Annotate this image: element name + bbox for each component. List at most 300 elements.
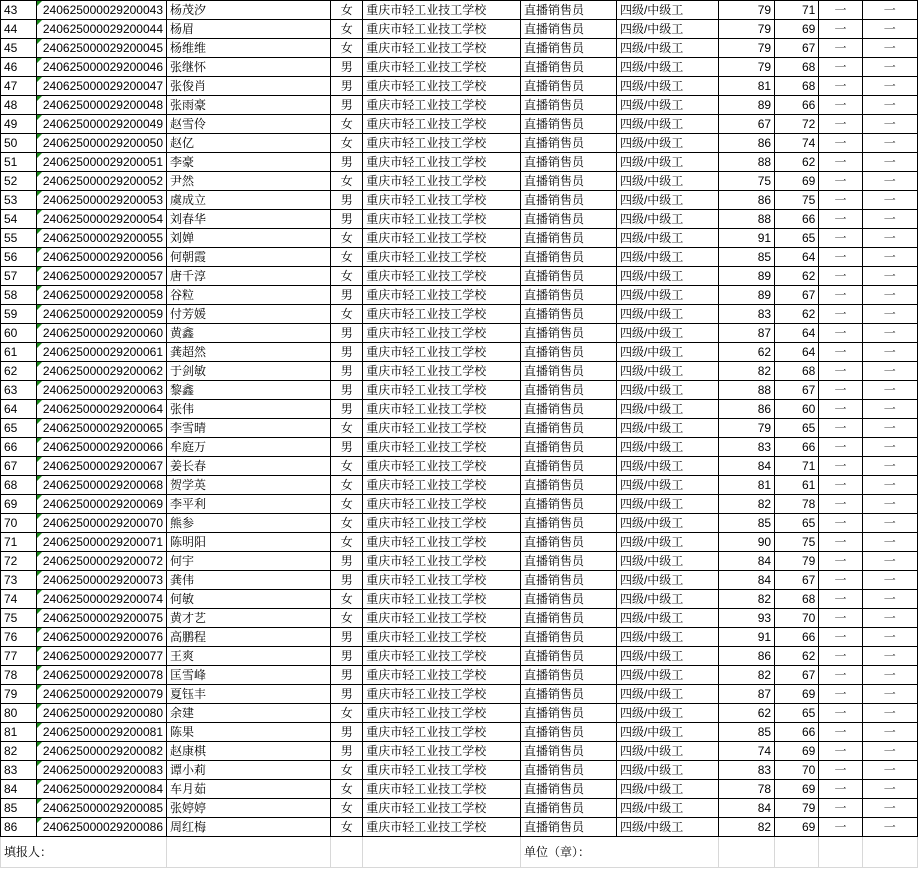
remark-mark: 一 — [862, 495, 917, 514]
gender: 女 — [331, 799, 363, 818]
table-row — [1, 704, 918, 723]
school-name: 重庆市轻工业技工学校 — [363, 343, 521, 362]
remark-mark: 一 — [862, 1, 917, 20]
practice-score: 71 — [775, 457, 819, 476]
practice-score: 65 — [775, 229, 819, 248]
school-name: 重庆市轻工业技工学校 — [363, 590, 521, 609]
candidate-id: 240625000029200064 — [36, 400, 166, 419]
occupation: 直播销售员 — [521, 153, 617, 172]
school-name: 重庆市轻工业技工学校 — [363, 305, 521, 324]
practice-score: 67 — [775, 381, 819, 400]
result-mark: 一 — [819, 381, 862, 400]
result-mark: 一 — [819, 210, 862, 229]
row-number: 43 — [1, 1, 37, 20]
theory-score: 84 — [718, 457, 774, 476]
school-name: 重庆市轻工业技工学校 — [363, 514, 521, 533]
skill-level: 四级/中级工 — [616, 267, 718, 286]
row-number: 54 — [1, 210, 37, 229]
practice-score: 62 — [775, 647, 819, 666]
gender: 女 — [331, 704, 363, 723]
candidate-id: 240625000029200052 — [36, 172, 166, 191]
gender: 女 — [331, 305, 363, 324]
table-row — [1, 533, 918, 552]
candidate-id: 240625000029200082 — [36, 742, 166, 761]
school-name: 重庆市轻工业技工学校 — [363, 476, 521, 495]
school-name: 重庆市轻工业技工学校 — [363, 533, 521, 552]
school-name: 重庆市轻工业技工学校 — [363, 780, 521, 799]
skill-level: 四级/中级工 — [616, 343, 718, 362]
row-number: 68 — [1, 476, 37, 495]
gender: 女 — [331, 20, 363, 39]
occupation: 直播销售员 — [521, 609, 617, 628]
practice-score: 72 — [775, 115, 819, 134]
table-row — [1, 590, 918, 609]
occupation: 直播销售员 — [521, 343, 617, 362]
row-number: 81 — [1, 723, 37, 742]
remark-mark: 一 — [862, 552, 917, 571]
practice-score: 64 — [775, 248, 819, 267]
theory-score: 79 — [718, 58, 774, 77]
occupation: 直播销售员 — [521, 267, 617, 286]
skill-level: 四级/中级工 — [616, 362, 718, 381]
candidate-name: 于剑敏 — [167, 362, 331, 381]
gender: 男 — [331, 58, 363, 77]
remark-mark: 一 — [862, 96, 917, 115]
gender: 男 — [331, 191, 363, 210]
theory-score: 90 — [718, 533, 774, 552]
row-number: 85 — [1, 799, 37, 818]
candidate-id: 240625000029200085 — [36, 799, 166, 818]
occupation: 直播销售员 — [521, 438, 617, 457]
result-mark: 一 — [819, 476, 862, 495]
remark-mark: 一 — [862, 723, 917, 742]
gender: 男 — [331, 96, 363, 115]
occupation: 直播销售员 — [521, 533, 617, 552]
school-name: 重庆市轻工业技工学校 — [363, 172, 521, 191]
practice-score: 62 — [775, 305, 819, 324]
occupation: 直播销售员 — [521, 77, 617, 96]
school-name: 重庆市轻工业技工学校 — [363, 77, 521, 96]
candidate-id: 240625000029200086 — [36, 818, 166, 837]
candidate-name: 谷粒 — [167, 286, 331, 305]
candidate-name: 车月茹 — [167, 780, 331, 799]
candidate-id: 240625000029200069 — [36, 495, 166, 514]
result-mark: 一 — [819, 685, 862, 704]
candidate-name: 杨茂汐 — [167, 1, 331, 20]
skill-level: 四级/中级工 — [616, 1, 718, 20]
practice-score: 69 — [775, 742, 819, 761]
table-row — [1, 134, 918, 153]
remark-mark: 一 — [862, 248, 917, 267]
school-name: 重庆市轻工业技工学校 — [363, 248, 521, 267]
skill-level: 四级/中级工 — [616, 438, 718, 457]
row-number: 57 — [1, 267, 37, 286]
skill-level: 四级/中级工 — [616, 818, 718, 837]
table-row — [1, 362, 918, 381]
gender: 女 — [331, 267, 363, 286]
candidate-id: 240625000029200059 — [36, 305, 166, 324]
row-number: 62 — [1, 362, 37, 381]
school-name: 重庆市轻工业技工学校 — [363, 362, 521, 381]
result-mark: 一 — [819, 761, 862, 780]
row-number: 64 — [1, 400, 37, 419]
practice-score: 70 — [775, 761, 819, 780]
remark-mark: 一 — [862, 362, 917, 381]
table-row — [1, 77, 918, 96]
table-row — [1, 58, 918, 77]
result-mark: 一 — [819, 115, 862, 134]
table-row — [1, 438, 918, 457]
theory-score: 83 — [718, 305, 774, 324]
school-name: 重庆市轻工业技工学校 — [363, 286, 521, 305]
candidate-id: 240625000029200066 — [36, 438, 166, 457]
skill-level: 四级/中级工 — [616, 381, 718, 400]
candidate-id: 240625000029200046 — [36, 58, 166, 77]
footer-cell — [331, 837, 363, 868]
remark-mark: 一 — [862, 153, 917, 172]
candidate-id: 240625000029200063 — [36, 381, 166, 400]
theory-score: 83 — [718, 438, 774, 457]
candidate-id: 240625000029200043 — [36, 1, 166, 20]
candidate-name: 龚超然 — [167, 343, 331, 362]
gender: 女 — [331, 476, 363, 495]
skill-level: 四级/中级工 — [616, 799, 718, 818]
theory-score: 82 — [718, 495, 774, 514]
row-number: 77 — [1, 647, 37, 666]
theory-score: 86 — [718, 647, 774, 666]
remark-mark: 一 — [862, 571, 917, 590]
candidate-name: 张继怀 — [167, 58, 331, 77]
candidate-id: 240625000029200062 — [36, 362, 166, 381]
remark-mark: 一 — [862, 628, 917, 647]
result-mark: 一 — [819, 324, 862, 343]
practice-score: 70 — [775, 609, 819, 628]
candidate-id: 240625000029200071 — [36, 533, 166, 552]
gender: 女 — [331, 780, 363, 799]
candidate-id: 240625000029200076 — [36, 628, 166, 647]
result-mark: 一 — [819, 780, 862, 799]
theory-score: 88 — [718, 153, 774, 172]
row-number: 83 — [1, 761, 37, 780]
candidate-id: 240625000029200054 — [36, 210, 166, 229]
candidate-id: 240625000029200084 — [36, 780, 166, 799]
table-row — [1, 248, 918, 267]
candidate-id: 240625000029200080 — [36, 704, 166, 723]
table-row — [1, 723, 918, 742]
remark-mark: 一 — [862, 704, 917, 723]
school-name: 重庆市轻工业技工学校 — [363, 552, 521, 571]
school-name: 重庆市轻工业技工学校 — [363, 628, 521, 647]
school-name: 重庆市轻工业技工学校 — [363, 229, 521, 248]
row-number: 56 — [1, 248, 37, 267]
footer-cell — [718, 837, 774, 868]
occupation: 直播销售员 — [521, 362, 617, 381]
result-mark: 一 — [819, 628, 862, 647]
table-row — [1, 39, 918, 58]
gender: 女 — [331, 248, 363, 267]
school-name: 重庆市轻工业技工学校 — [363, 267, 521, 286]
remark-mark: 一 — [862, 210, 917, 229]
result-mark: 一 — [819, 96, 862, 115]
table-row — [1, 799, 918, 818]
table-row — [1, 191, 918, 210]
row-number: 52 — [1, 172, 37, 191]
result-mark: 一 — [819, 438, 862, 457]
candidate-name: 赵亿 — [167, 134, 331, 153]
occupation: 直播销售员 — [521, 96, 617, 115]
row-number: 59 — [1, 305, 37, 324]
skill-level: 四级/中级工 — [616, 210, 718, 229]
table-row — [1, 210, 918, 229]
gender: 男 — [331, 685, 363, 704]
theory-score: 86 — [718, 191, 774, 210]
result-mark: 一 — [819, 58, 862, 77]
result-mark: 一 — [819, 457, 862, 476]
school-name: 重庆市轻工业技工学校 — [363, 723, 521, 742]
row-number: 44 — [1, 20, 37, 39]
remark-mark: 一 — [862, 533, 917, 552]
row-number: 76 — [1, 628, 37, 647]
row-number: 46 — [1, 58, 37, 77]
skill-level: 四级/中级工 — [616, 39, 718, 58]
theory-score: 62 — [718, 704, 774, 723]
theory-score: 89 — [718, 286, 774, 305]
occupation: 直播销售员 — [521, 229, 617, 248]
candidate-name: 赵雪伶 — [167, 115, 331, 134]
candidate-name: 刘婵 — [167, 229, 331, 248]
theory-score: 89 — [718, 96, 774, 115]
row-number: 66 — [1, 438, 37, 457]
school-name: 重庆市轻工业技工学校 — [363, 742, 521, 761]
school-name: 重庆市轻工业技工学校 — [363, 153, 521, 172]
candidate-name: 杨眉 — [167, 20, 331, 39]
gender: 男 — [331, 210, 363, 229]
footer-row — [1, 837, 918, 868]
theory-score: 84 — [718, 799, 774, 818]
remark-mark: 一 — [862, 742, 917, 761]
row-number: 58 — [1, 286, 37, 305]
theory-score: 82 — [718, 666, 774, 685]
candidate-name: 王爽 — [167, 647, 331, 666]
result-mark: 一 — [819, 400, 862, 419]
candidate-name: 黎鑫 — [167, 381, 331, 400]
skill-level: 四级/中级工 — [616, 495, 718, 514]
school-name: 重庆市轻工业技工学校 — [363, 818, 521, 837]
practice-score: 67 — [775, 39, 819, 58]
candidate-name: 刘春华 — [167, 210, 331, 229]
row-number: 67 — [1, 457, 37, 476]
practice-score: 78 — [775, 495, 819, 514]
occupation: 直播销售员 — [521, 1, 617, 20]
skill-level: 四级/中级工 — [616, 400, 718, 419]
practice-score: 75 — [775, 191, 819, 210]
candidate-name: 姜长春 — [167, 457, 331, 476]
candidate-id: 240625000029200067 — [36, 457, 166, 476]
gender: 男 — [331, 742, 363, 761]
skill-level: 四级/中级工 — [616, 628, 718, 647]
candidate-name: 张伟 — [167, 400, 331, 419]
skill-level: 四级/中级工 — [616, 96, 718, 115]
gender: 女 — [331, 761, 363, 780]
practice-score: 69 — [775, 818, 819, 837]
candidate-id: 240625000029200057 — [36, 267, 166, 286]
result-mark: 一 — [819, 818, 862, 837]
practice-score: 68 — [775, 590, 819, 609]
result-mark: 一 — [819, 647, 862, 666]
occupation: 直播销售员 — [521, 191, 617, 210]
skill-level: 四级/中级工 — [616, 742, 718, 761]
gender: 男 — [331, 381, 363, 400]
remark-mark: 一 — [862, 476, 917, 495]
occupation: 直播销售员 — [521, 647, 617, 666]
candidate-name: 余建 — [167, 704, 331, 723]
row-number: 74 — [1, 590, 37, 609]
theory-score: 81 — [718, 77, 774, 96]
remark-mark: 一 — [862, 305, 917, 324]
candidate-id: 240625000029200079 — [36, 685, 166, 704]
candidate-id: 240625000029200045 — [36, 39, 166, 58]
theory-score: 89 — [718, 267, 774, 286]
practice-score: 61 — [775, 476, 819, 495]
practice-score: 67 — [775, 571, 819, 590]
school-name: 重庆市轻工业技工学校 — [363, 571, 521, 590]
occupation: 直播销售员 — [521, 115, 617, 134]
occupation: 直播销售员 — [521, 58, 617, 77]
result-mark: 一 — [819, 552, 862, 571]
remark-mark: 一 — [862, 172, 917, 191]
candidate-name: 黄才艺 — [167, 609, 331, 628]
theory-score: 82 — [718, 362, 774, 381]
table-body — [1, 1, 918, 837]
candidate-name: 匡雪峰 — [167, 666, 331, 685]
school-name: 重庆市轻工业技工学校 — [363, 191, 521, 210]
row-number: 69 — [1, 495, 37, 514]
skill-level: 四级/中级工 — [616, 723, 718, 742]
row-number: 70 — [1, 514, 37, 533]
result-mark: 一 — [819, 590, 862, 609]
gender: 女 — [331, 419, 363, 438]
candidate-name: 陈明阳 — [167, 533, 331, 552]
candidate-name: 李雪晴 — [167, 419, 331, 438]
table-row — [1, 552, 918, 571]
theory-score: 79 — [718, 1, 774, 20]
practice-score: 74 — [775, 134, 819, 153]
skill-level: 四级/中级工 — [616, 229, 718, 248]
remark-mark: 一 — [862, 134, 917, 153]
skill-level: 四级/中级工 — [616, 324, 718, 343]
remark-mark: 一 — [862, 799, 917, 818]
skill-level: 四级/中级工 — [616, 20, 718, 39]
candidate-name: 李豪 — [167, 153, 331, 172]
result-mark: 一 — [819, 229, 862, 248]
row-number: 72 — [1, 552, 37, 571]
practice-score: 69 — [775, 172, 819, 191]
skill-level: 四级/中级工 — [616, 533, 718, 552]
result-mark: 一 — [819, 77, 862, 96]
candidate-id: 240625000029200070 — [36, 514, 166, 533]
footer-cell — [862, 837, 917, 868]
remark-mark: 一 — [862, 20, 917, 39]
occupation: 直播销售员 — [521, 457, 617, 476]
candidate-id: 240625000029200050 — [36, 134, 166, 153]
result-mark: 一 — [819, 533, 862, 552]
occupation: 直播销售员 — [521, 590, 617, 609]
remark-mark: 一 — [862, 818, 917, 837]
result-mark: 一 — [819, 267, 862, 286]
practice-score: 65 — [775, 419, 819, 438]
table-row — [1, 324, 918, 343]
candidate-name: 谭小莉 — [167, 761, 331, 780]
occupation: 直播销售员 — [521, 552, 617, 571]
table-row — [1, 96, 918, 115]
school-name: 重庆市轻工业技工学校 — [363, 115, 521, 134]
skill-level: 四级/中级工 — [616, 58, 718, 77]
remark-mark: 一 — [862, 647, 917, 666]
table-row — [1, 172, 918, 191]
skill-level: 四级/中级工 — [616, 571, 718, 590]
gender: 女 — [331, 1, 363, 20]
skill-level: 四级/中级工 — [616, 761, 718, 780]
candidate-name: 尹然 — [167, 172, 331, 191]
skill-level: 四级/中级工 — [616, 172, 718, 191]
gender: 女 — [331, 134, 363, 153]
occupation: 直播销售员 — [521, 20, 617, 39]
theory-score: 67 — [718, 115, 774, 134]
table-row — [1, 457, 918, 476]
row-number: 61 — [1, 343, 37, 362]
theory-score: 93 — [718, 609, 774, 628]
row-number: 60 — [1, 324, 37, 343]
skill-level: 四级/中级工 — [616, 647, 718, 666]
table-row — [1, 495, 918, 514]
skill-level: 四级/中级工 — [616, 191, 718, 210]
table-row — [1, 761, 918, 780]
remark-mark: 一 — [862, 761, 917, 780]
school-name: 重庆市轻工业技工学校 — [363, 685, 521, 704]
row-number: 65 — [1, 419, 37, 438]
candidate-id: 240625000029200060 — [36, 324, 166, 343]
skill-level: 四级/中级工 — [616, 704, 718, 723]
practice-score: 60 — [775, 400, 819, 419]
gender: 女 — [331, 39, 363, 58]
reporter-label: 填报人： — [1, 837, 167, 868]
candidate-id: 240625000029200058 — [36, 286, 166, 305]
occupation: 直播销售员 — [521, 248, 617, 267]
candidate-name: 何宇 — [167, 552, 331, 571]
theory-score: 91 — [718, 628, 774, 647]
result-mark: 一 — [819, 419, 862, 438]
occupation: 直播销售员 — [521, 134, 617, 153]
remark-mark: 一 — [862, 609, 917, 628]
occupation: 直播销售员 — [521, 761, 617, 780]
candidate-id: 240625000029200077 — [36, 647, 166, 666]
school-name: 重庆市轻工业技工学校 — [363, 134, 521, 153]
school-name: 重庆市轻工业技工学校 — [363, 39, 521, 58]
practice-score: 68 — [775, 362, 819, 381]
candidate-id: 240625000029200078 — [36, 666, 166, 685]
table-row — [1, 267, 918, 286]
table-row — [1, 742, 918, 761]
theory-score: 62 — [718, 343, 774, 362]
candidate-id: 240625000029200075 — [36, 609, 166, 628]
theory-score: 78 — [718, 780, 774, 799]
gender: 女 — [331, 818, 363, 837]
gender: 女 — [331, 514, 363, 533]
result-mark: 一 — [819, 571, 862, 590]
theory-score: 87 — [718, 685, 774, 704]
result-mark: 一 — [819, 514, 862, 533]
occupation: 直播销售员 — [521, 324, 617, 343]
